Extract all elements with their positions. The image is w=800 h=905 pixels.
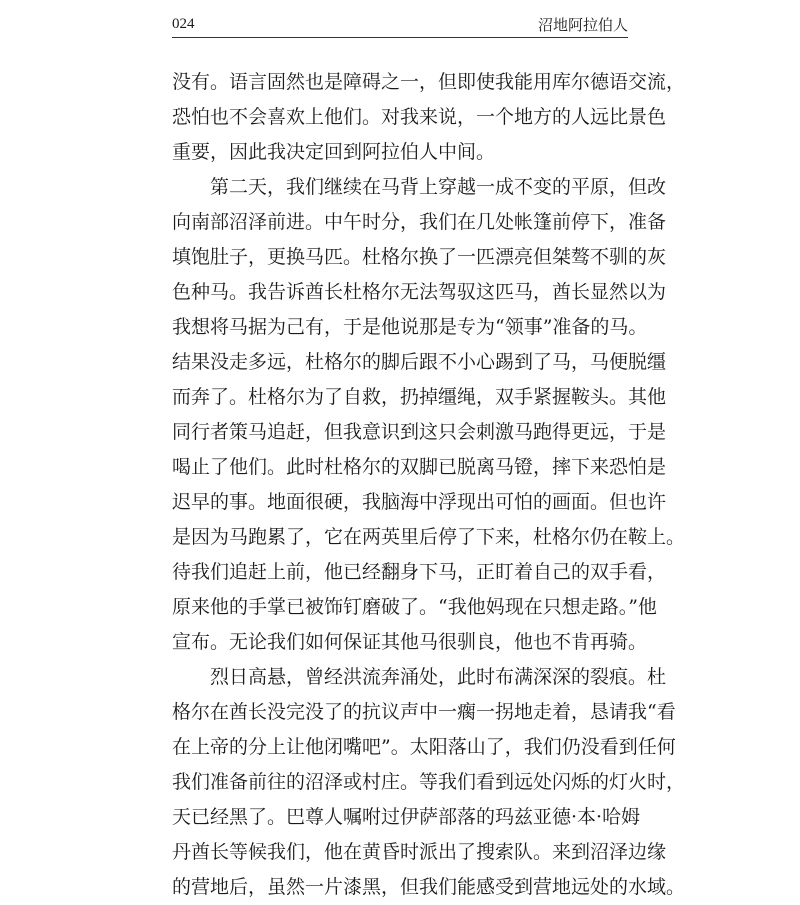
text-line: 格尔在酋长没完没了的抗议声中一瘸一拐地走着，恳请我“看 xyxy=(172,701,676,723)
text-line: 的营地后，虽然一片漆黑，但我们能感受到营地远处的水域。 xyxy=(172,876,686,898)
body-text xyxy=(172,65,686,905)
text-line: 第二天，我们继续在马背上穿越一成不变的平原，但改 xyxy=(210,176,667,198)
text-line: 我们准备前往的沼泽或村庄。等我们看到远处闪烁的灯火时， xyxy=(172,771,686,793)
text-line: 丹酋长等候我们，他在黄昏时派出了搜索队。来到沼泽边缘 xyxy=(172,841,667,863)
running-header xyxy=(172,10,628,38)
text-line: 而奔了。杜格尔为了自救，扔掉缰绳，双手紧握鞍头。其他 xyxy=(172,386,667,408)
text-line: 恐怕也不会喜欢上他们。对我来说，一个地方的人远比景色 xyxy=(172,106,667,128)
header-rule xyxy=(172,37,628,38)
text-line: 在上帝的分上让他闭嘴吧”。太阳落山了，我们仍没看到任何 xyxy=(172,736,676,758)
text-line: 我想将马据为己有，于是他说那是专为“领事”准备的马。 xyxy=(172,316,648,338)
text-line: 是因为马跑累了，它在两英里后停了下来，杜格尔仍在鞍上。 xyxy=(172,526,686,548)
book-title: 沼地阿拉伯人 xyxy=(537,17,628,34)
text-line: 填饱肚子，更换马匹。杜格尔换了一匹漂亮但桀骜不驯的灰 xyxy=(172,246,667,268)
text-line: 结果没走多远，杜格尔的脚后跟不小心踢到了马，马便脱缰 xyxy=(172,351,667,373)
text-line: 原来他的手掌已被饰钉磨破了。“我他妈现在只想走路。”他 xyxy=(172,596,657,618)
text-line: 重要，因此我决定回到阿拉伯人中间。 xyxy=(172,141,496,163)
text-line: 宣布。无论我们如何保证其他马很驯良，他也不肯再骑。 xyxy=(172,631,648,653)
text-line: 待我们追赶上前，他已经翻身下马，正盯着自己的双手看， xyxy=(172,561,667,583)
text-line: 天已经黑了。巴尊人嘱咐过伊萨部落的玛兹亚德·本·哈姆 xyxy=(172,806,641,828)
text-line: 没有。语言固然也是障碍之一，但即使我能用库尔德语交流， xyxy=(172,71,686,93)
text-line: 喝止了他们。此时杜格尔的双脚已脱离马镫，摔下来恐怕是 xyxy=(172,456,667,478)
text-line: 迟早的事。地面很硬，我脑海中浮现出可怕的画面。但也许 xyxy=(172,491,667,513)
text-line: 向南部沼泽前进。中午时分，我们在几处帐篷前停下，准备 xyxy=(172,211,667,233)
text-line: 同行者策马追赶，但我意识到这只会刺激马跑得更远，于是 xyxy=(172,421,667,443)
text-line: 色种马。我告诉酋长杜格尔无法驾驭这匹马，酋长显然以为 xyxy=(172,281,667,303)
page-number: 024 xyxy=(172,15,195,32)
text-line: 烈日高悬，曾经洪流奔涌处，此时布满深深的裂痕。杜 xyxy=(210,666,667,688)
